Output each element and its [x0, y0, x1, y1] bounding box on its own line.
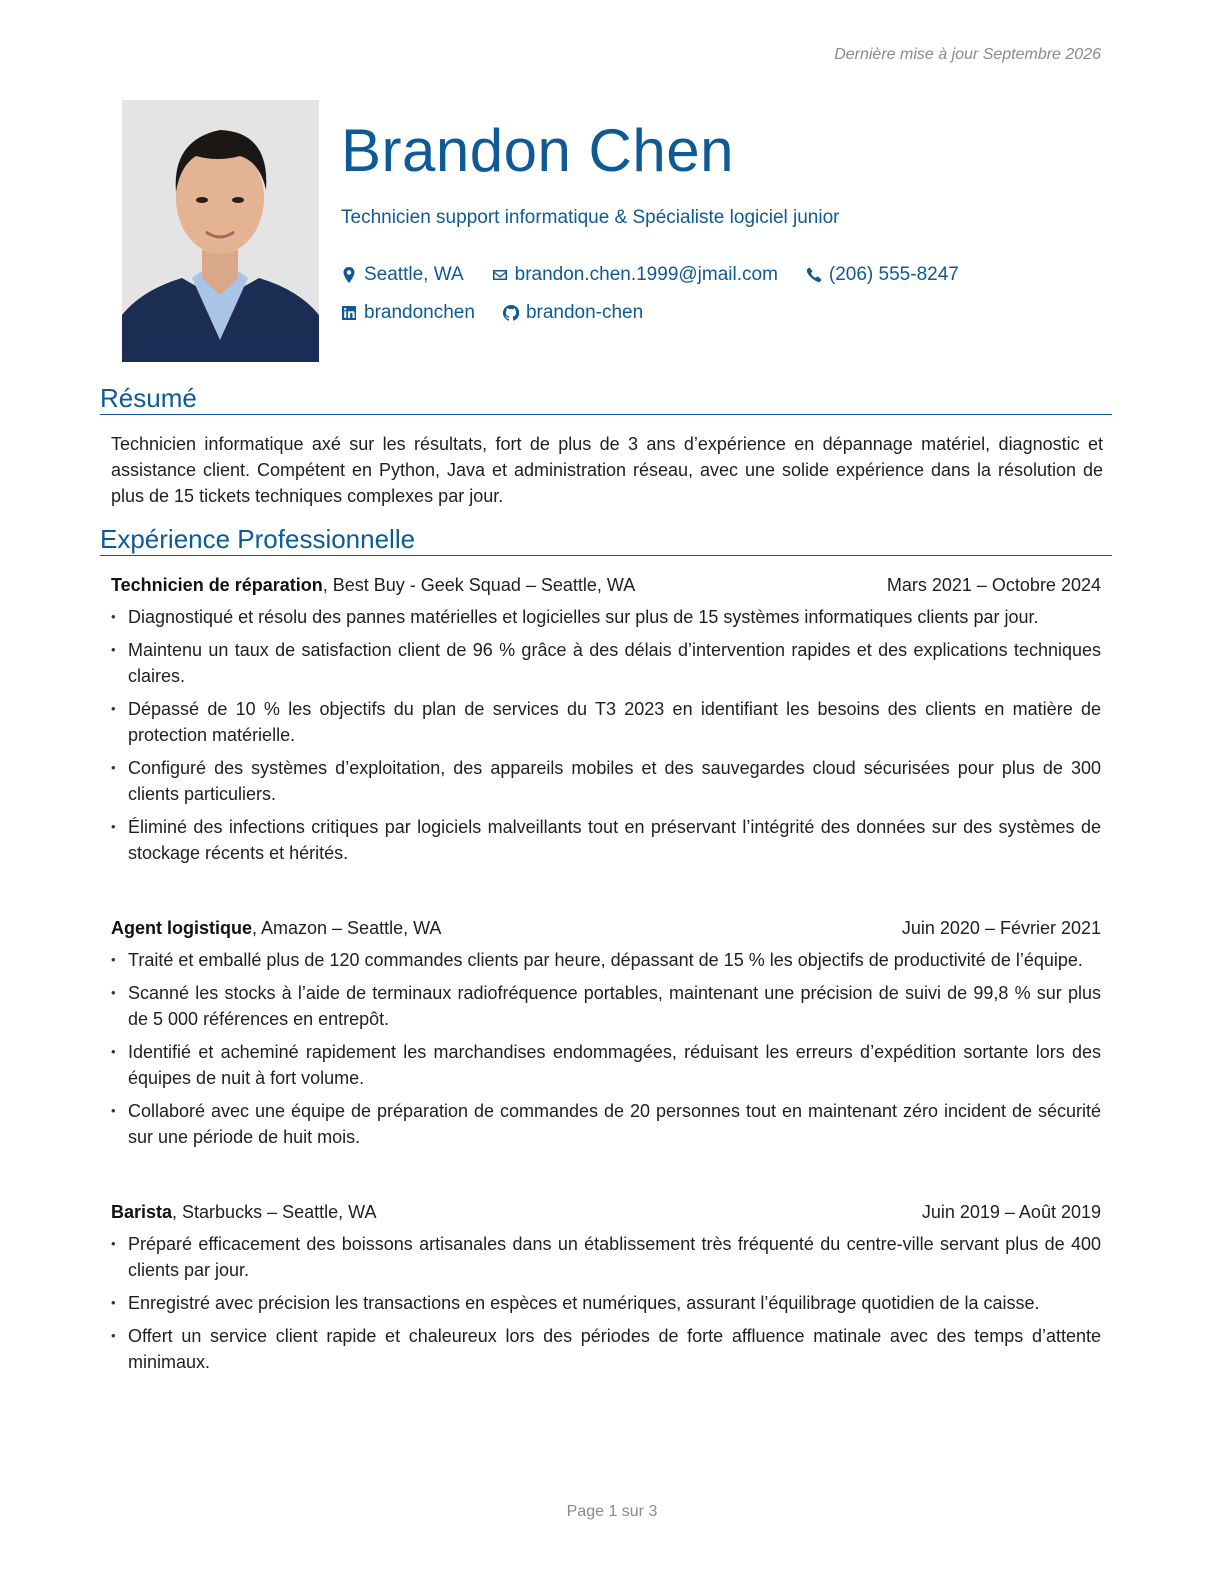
job-bullet: • Maintenu un taux de satisfaction client de 96 % grâce à des délais d’intervention rapides et des explications techniques claires. — [111, 637, 1101, 689]
job-role: Agent logistique — [111, 918, 252, 938]
page-number: Page 1 sur 3 — [566, 1503, 658, 1520]
email-link[interactable]: brandon.chen.1999@jmail.com — [514, 264, 778, 285]
job-header — [111, 572, 1101, 598]
job-bullet: • Préparé efficacement des boissons artisanales dans un établissement très fréquenté du centre-ville servant plus de 400 clients par jour. — [111, 1231, 1101, 1283]
linkedin-link[interactable]: brandonchen — [364, 302, 475, 323]
job-bullet: • Diagnostiqué et résolu des pannes matérielles et logicielles sur plus de 15 systèmes informatiques clients par jour. — [111, 604, 1101, 630]
job-dates: Mars 2021 – Octobre 2024 — [886, 575, 1101, 595]
github-link[interactable]: brandon-chen — [525, 302, 644, 323]
job-entry — [111, 1199, 1101, 1382]
job-bullet: • Configuré des systèmes d’exploitation, des appareils mobiles et des sauvegardes cloud sécurisées pour plus de 300 clients particuliers. — [111, 755, 1101, 807]
map-pin-icon — [341, 267, 357, 283]
job-bullet: • Identifié et acheminé rapidement les marchandises endommagées, réduisant les erreurs d’expédition sortante lors des équipes de nuit à fort volume. — [111, 1039, 1101, 1091]
last-updated: Dernière mise à jour Septembre 2026 — [834, 46, 1101, 63]
contact-phone[interactable] — [806, 264, 959, 286]
job-title-line — [111, 915, 441, 941]
envelope-icon — [492, 267, 508, 283]
job-bullet: • Traité et emballé plus de 120 commandes clients par heure, dépassant de 15 % les objectifs de productivité de l’équipe. — [111, 947, 1101, 973]
summary-heading: Résumé — [100, 383, 1112, 415]
job-entry — [111, 915, 1101, 1157]
contact-row-social — [341, 302, 643, 324]
job-entry — [111, 572, 1101, 873]
contact-github[interactable] — [503, 302, 643, 324]
contact-linkedin[interactable] — [341, 302, 475, 324]
job-company: , Amazon – Seattle, WA — [252, 918, 442, 938]
job-title-line — [111, 572, 635, 598]
job-bullet: • Enregistré avec précision les transactions en espèces et numériques, assurant l’équilibrage quotidien de la caisse. — [111, 1290, 1101, 1316]
phone-icon — [806, 267, 822, 283]
contact-location — [341, 264, 464, 286]
job-bullet: • Collaboré avec une équipe de préparation de commandes de 20 personnes tout en maintenant zéro incident de sécurité sur une période de huit mois. — [111, 1098, 1101, 1150]
job-header — [111, 1199, 1101, 1225]
profile-photo — [122, 100, 319, 362]
job-role: Barista — [111, 1202, 173, 1222]
job-bullet: • Éliminé des infections critiques par logiciels malveillants tout en préservant l’intégrité des données sur des systèmes de stockage récents et hérités. — [111, 814, 1101, 866]
job-bullets — [111, 1231, 1101, 1375]
contact-email[interactable] — [492, 264, 778, 286]
job-bullet: • Dépassé de 10 % les objectifs du plan de services du T3 2023 en identifiant les besoins des clients en matière de protection matérielle. — [111, 696, 1101, 748]
job-bullets — [111, 947, 1101, 1150]
phone-text[interactable]: (206) 555-8247 — [828, 264, 959, 285]
job-company: , Best Buy - Geek Squad – Seattle, WA — [322, 575, 636, 595]
contact-row-primary — [341, 264, 959, 286]
job-role: Technicien de réparation — [111, 575, 323, 595]
experience-heading: Expérience Professionnelle — [100, 524, 1112, 556]
job-company: , Starbucks – Seattle, WA — [172, 1202, 377, 1222]
summary-text: Technicien informatique axé sur les résultats, fort de plus de 3 ans d’expérience en dépannage matériel, diagnostic et assistance client. Compétent en Python, Java et administration réseau, avec une solide expérience dans la résolution de plus de 15 tickets techniques complexes par jour. — [111, 434, 1103, 506]
github-icon — [503, 305, 519, 321]
job-bullet: • Scanné les stocks à l’aide de terminaux radiofréquence portables, maintenant une précision de suivi de 99,8 % sur plus de 5 000 références en entrepôt. — [111, 980, 1101, 1032]
job-header — [111, 915, 1101, 941]
job-bullet: • Offert un service client rapide et chaleureux lors des périodes de forte affluence matinale avec des temps d’attente minimaux. — [111, 1323, 1101, 1375]
job-tagline: Technicien support informatique & Spécialiste logiciel junior — [341, 207, 840, 228]
job-dates: Juin 2019 – Août 2019 — [921, 1202, 1101, 1222]
linkedin-icon — [341, 305, 357, 321]
location-text: Seattle, WA — [364, 264, 464, 285]
job-title-line — [111, 1199, 376, 1225]
job-dates: Juin 2020 – Février 2021 — [901, 918, 1101, 938]
job-bullets — [111, 604, 1101, 866]
candidate-name: Brandon Chen — [341, 117, 734, 184]
